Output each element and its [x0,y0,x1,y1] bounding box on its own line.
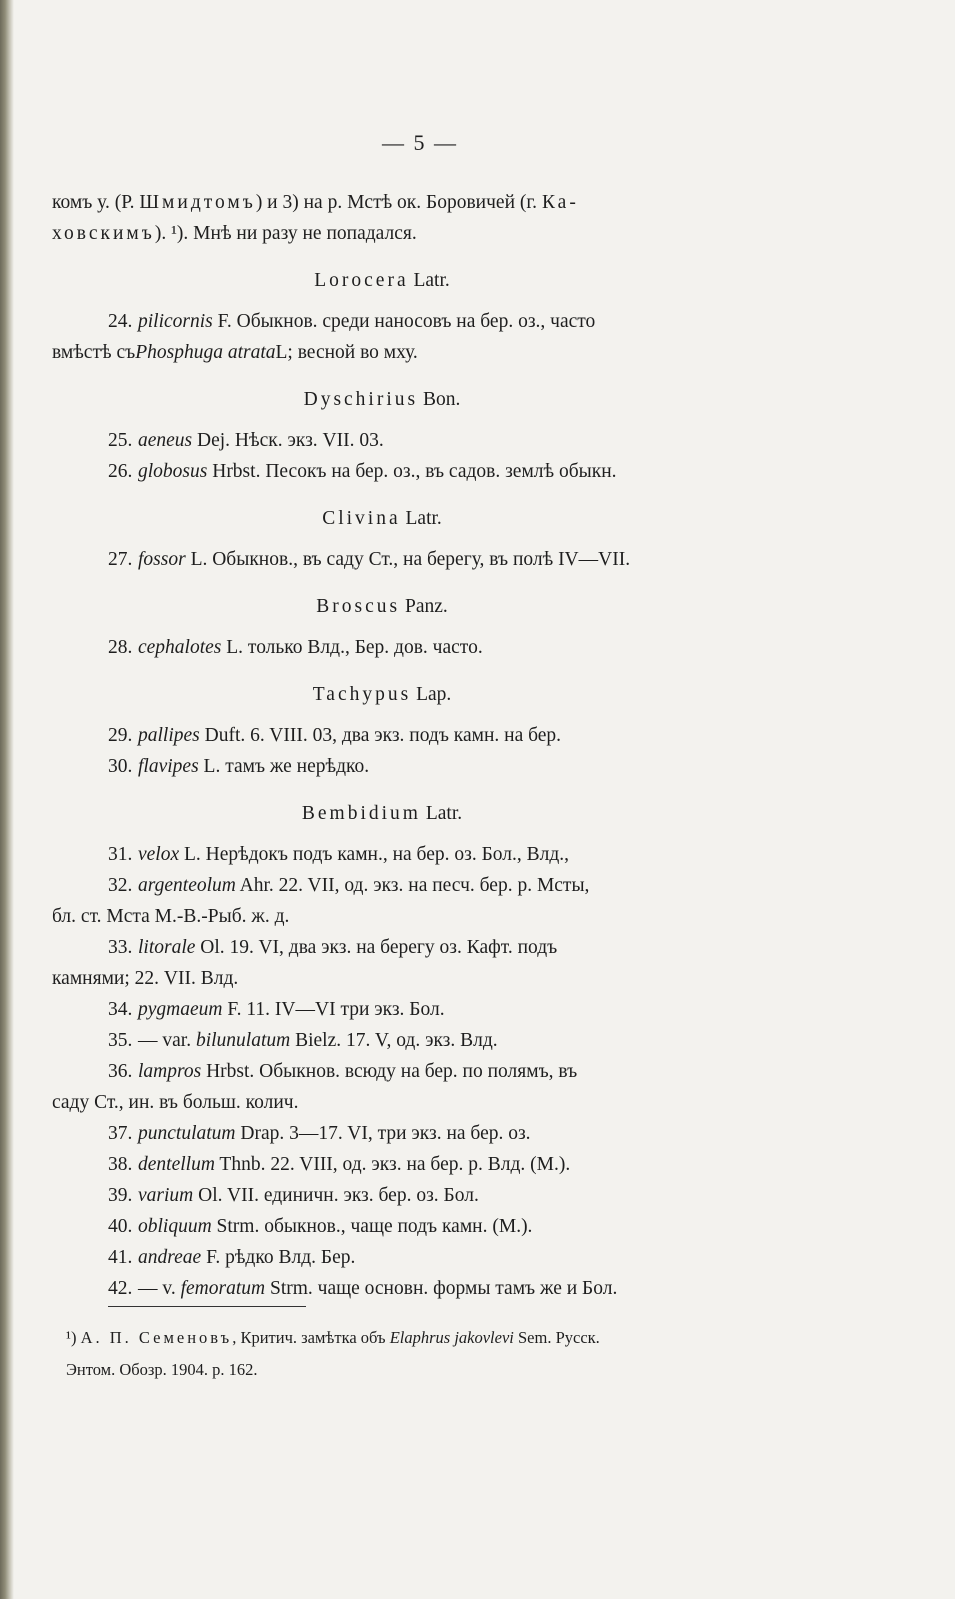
entry-species: flavipes [138,756,199,777]
footnote-text-b: Sem. Русск. [513,1328,600,1347]
entry-text: L. тамъ же нерѣдко. [198,756,370,777]
species-entry [52,1149,780,1180]
entry-text: L. только Влд., Бер. дов. часто. [221,637,483,658]
entry-text: L. Обыкнов., въ саду Ст., на берегу, въ полѣ IV—VII. [185,549,631,570]
genus-heading [52,503,712,534]
entry-species: cephalotes [138,637,222,658]
intro-line-2 [52,218,780,249]
entry-text: Ol. 19. VI, два экз. на берегу оз. Кафт. подъ [195,937,558,958]
footnote-line-1 [66,1322,786,1354]
genus-author: Latr. [413,270,450,291]
entry-continuation [52,901,780,932]
entry-species-ref: Phosphuga atrata [135,342,276,363]
entry-number: 24. [108,311,133,332]
footnote-author: А. П. Семеновъ [80,1328,233,1347]
intro-line-1 [52,187,780,218]
entry-species: punctulatum [138,1123,236,1144]
genus-heading [52,798,712,829]
genus-author: Panz. [404,596,448,617]
entry-text: F. 11. IV—VI три экз. Бол. [222,999,445,1020]
entry-species: bilunulatum [195,1030,291,1051]
genus-name: Dyschirius [303,389,419,410]
species-entry [52,1211,780,1242]
entry-number: 33. [108,937,133,958]
entry-species: obliquum [138,1216,212,1237]
footnote-mark: ¹) [66,1328,77,1347]
intro-collector-name: Шмидтомъ [139,192,256,213]
species-entry [52,751,780,782]
genus-sections [52,265,780,1304]
entry-continuation [52,963,780,994]
entry-species: fossor [138,549,186,570]
entry-text: Ol. VII. единичн. экз. бер. оз. Бол. [193,1185,479,1206]
genus-author: Latr. [405,508,442,529]
entry-number: 34. [108,999,133,1020]
entry-species: lampros [138,1061,202,1082]
genus-name: Bembidium [301,803,421,824]
entry-number: 39. [108,1185,133,1206]
entry-text: камнями; 22. VII. Влд. [52,968,239,989]
entry-species: litorale [138,937,196,958]
genus-name: Lorocera [314,270,409,291]
entry-variety-prefix: — var. [138,1030,196,1051]
entry-text: бл. ст. Мста М.-В.-Рыб. ж. д. [52,906,290,927]
entry-species: pygmaeum [138,999,223,1020]
species-entry [52,839,780,870]
entry-text: Hrbst. Обыкнов. всюду на бер. по полямъ, въ [201,1061,578,1082]
entry-number: 42. [108,1278,133,1299]
species-entry [52,1273,780,1304]
entry-number: 29. [108,725,133,746]
species-entry [52,1025,780,1056]
species-entry [52,425,780,456]
entry-continuation [52,337,780,368]
species-entry [52,632,780,663]
genus-heading [52,591,712,622]
entry-species: femoratum [180,1278,266,1299]
footnote-species: Elaphrus jakovlevi [389,1328,514,1347]
entry-species: aeneus [138,430,193,451]
species-entry [52,870,780,901]
entry-text: Drap. 3—17. VI, три экз. на бер. оз. [235,1123,531,1144]
entry-species: pallipes [138,725,200,746]
entry-number: 38. [108,1154,133,1175]
entry-number: 36. [108,1061,133,1082]
entry-text: вмѣстѣ съ [52,342,136,363]
footnote [66,1322,786,1386]
species-entry [52,1180,780,1211]
entry-text: Duft. 6. VIII. 03, два экз. подъ камн. на бер. [199,725,562,746]
entry-species: argenteolum [138,875,236,896]
footnote-line-2: Энтом. Обозр. 1904. р. 162. [66,1360,258,1379]
entry-text: саду Ст., ин. въ больш. колич. [52,1092,299,1113]
entry-text: Thnb. 22. VIII, од. экз. на бер. р. Влд. (М.). [214,1154,571,1175]
entry-number: 27. [108,549,133,570]
intro-line-1-text [52,187,579,218]
genus-heading [52,265,712,296]
entry-species: pilicornis [138,311,213,332]
entry-number: 28. [108,637,133,658]
species-entry [52,1056,780,1087]
entry-number: 35. [108,1030,133,1051]
intro-text-a: комъ у. (Р. [52,192,140,213]
species-entry [52,720,780,751]
entry-text: F. рѣдко Влд. Бер. [201,1247,356,1268]
entry-species: varium [138,1185,194,1206]
entry-text: Strm. обыкнов., чаще подъ камн. (М.). [211,1216,533,1237]
genus-heading [52,384,712,415]
entry-text: F. Обыкнов. среди наносовъ на бер. оз., часто [212,311,596,332]
entry-number: 32. [108,875,133,896]
entry-species: andreae [138,1247,202,1268]
entry-number: 30. [108,756,133,777]
genus-author: Latr. [425,803,463,824]
body-text [52,187,780,1304]
species-entry [52,1118,780,1149]
genus-author: Lap. [416,684,452,705]
genus-name: Broscus [316,596,401,617]
footnote-text-a: , Критич. замѣтка объ [232,1328,390,1347]
entry-number: 41. [108,1247,133,1268]
genus-author: Bon. [422,389,461,410]
entry-text: L; весной во мху. [275,342,418,363]
entry-species: globosus [138,461,208,482]
entry-text: Ahr. 22. VII, од. экз. на песч. бер. р. Мсты, [235,875,590,896]
intro-collector-name-3: ховскимъ [52,223,155,244]
entry-text: L. Нерѣдокъ подъ камн., на бер. оз. Бол., Влд., [179,844,570,865]
footnote-rule [108,1306,306,1307]
entry-continuation [52,1087,780,1118]
entry-number: 40. [108,1216,133,1237]
intro-text-b: ) и 3) на р. Мстѣ ок. Боровичей (г. [255,192,542,213]
genus-heading [52,679,712,710]
entry-text: Strm. чаще основн. формы тамъ же и Бол. [265,1278,618,1299]
intro-text-c: ). ¹). Мнѣ ни разу не попадался. [154,223,417,244]
species-entry [52,932,780,963]
entry-number: 25. [108,430,133,451]
intro-collector-name-2: Ка- [541,192,579,213]
entry-number: 37. [108,1123,133,1144]
entry-number: 31. [108,844,133,865]
species-entry [52,306,780,337]
species-entry [52,456,780,487]
entry-text: Bielz. 17. V, од. экз. Влд. [290,1030,498,1051]
entry-species: dentellum [138,1154,215,1175]
entry-number: 26. [108,461,133,482]
page-number: — 5 — [382,130,458,155]
genus-name: Clivina [322,508,401,529]
species-entry [52,544,780,575]
genus-name: Tachypus [312,684,412,705]
entry-text: Dej. Нѣск. экз. VII. 03. [192,430,384,451]
entry-text: Hrbst. Песокъ на бер. оз., въ садов. землѣ обыкн. [207,461,617,482]
entry-species: velox [138,844,180,865]
species-entry [52,994,780,1025]
entry-variety-prefix: — v. [138,1278,181,1299]
species-entry [52,1242,780,1273]
